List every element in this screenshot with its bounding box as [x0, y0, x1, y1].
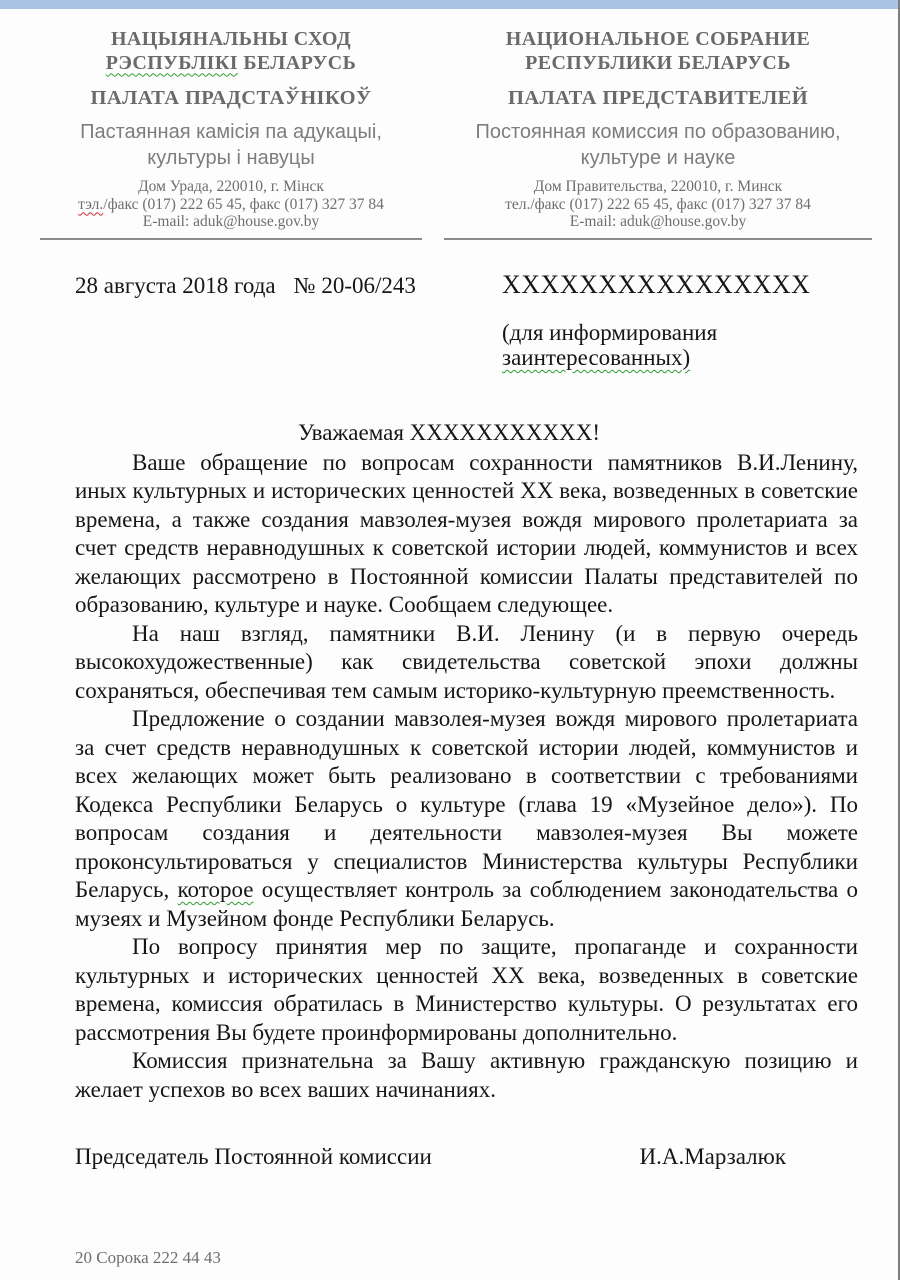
email-by: E-mail: aduk@house.gov.by [142, 213, 320, 230]
letterhead-left-belarusian [40, 28, 438, 240]
recipient-block [502, 270, 858, 371]
paragraph-3 [75, 705, 858, 933]
paragraph-3-before: Предложение о создании мавзолея-музея вождя мирового пролетариата за счет средств неравнодушных к советской истории людей, коммунистов и всех желающих может быть реализовано в соответствии с требованиями Кодекса Республики Беларусь о культуре (глава 19 «Музейное дело»). По вопросам создания и деятельности мавзолея-музея Вы можете проконсультироваться у специалистов Министерства культуры Республики Беларусь, [75, 706, 858, 902]
chamber-name-by: ПАЛАТА ПРАДСТАЎНІКОЎ [90, 87, 372, 109]
reference-row [0, 270, 898, 371]
letterhead-right-russian [438, 28, 872, 240]
paragraph-3-after: осуществляет контроль за соблюдением законодательства о музеях и Музейном фонде Республики Беларусь. [75, 877, 858, 931]
signature-row [0, 1144, 898, 1170]
address-by: Дом Урада, 220010, г. Мінск [138, 178, 324, 195]
assembly-line2-flagged-word: РЭСПУБЛІКІ [105, 51, 238, 74]
executor-note: 20 Сорока 222 44 43 [75, 1248, 221, 1267]
commission-line1-ru: Постоянная комиссия по образованию, [475, 121, 841, 143]
address-ru: Дом Правительства, 220010, г. Минск [533, 178, 783, 195]
contact-block-ru [444, 178, 872, 231]
commission-line2-by: культуры і навуцы [147, 147, 315, 169]
recipient-note-line1: (для информирования [502, 319, 718, 345]
signature-title: Председатель Постоянной комиссии [75, 1144, 432, 1169]
recipient-note-flagged: заинтересованных) [502, 345, 691, 370]
assembly-line1-by: НАЦЫЯНАЛЬНЫ СХОД [110, 28, 352, 50]
assembly-name-ru [444, 28, 872, 75]
letter-body [0, 446, 898, 1105]
letterhead [0, 0, 898, 240]
commission-name-by [40, 119, 422, 171]
recipient-note-line2 [502, 345, 858, 371]
commission-name-ru [444, 119, 872, 171]
chamber-name-ru: ПАЛАТА ПРЕДСТАВИТЕЛЕЙ [507, 87, 809, 109]
paragraph-1: Ваше обращение по вопросам сохранности памятников В.И.Ленину, иных культурных и исторических ценностей ХХ века, возведенных в советские времена, а также создания мавзолея-музея вождя мирового пролетариата за счет средств неравнодушных к советской истории людей, коммунистов и всех желающих рассмотрено в Постоянной комиссии Палаты представителей по образованию, культуре и науке. Сообщаем следующее. [75, 449, 858, 617]
paragraph-5: Комиссия признательна за Вашу активную гражданскую позицию и желает успехов во всех ваших начинаниях. [75, 1048, 858, 1102]
document-date: 28 августа 2018 года [75, 272, 276, 298]
phone-by [40, 196, 422, 214]
phone-ru: тел./факс (017) 222 65 45, факс (017) 327 37 84 [505, 195, 811, 213]
paragraph-3-flagged-word: которое [177, 877, 254, 902]
phone-flagged-word: тэл. [78, 195, 104, 213]
recipient-name: ХХХХХХХХХХХХХХХХ [502, 269, 811, 299]
signature-name: И.А.Марзалюк [639, 1144, 786, 1169]
paragraph-4: По вопросу принятия мер по защите, пропаганде и сохранности культурных и исторических ценностей ХХ века, возведенных в советские времена, комиссия обратилась в Министерство культуры. О результатах его рассмотрения Вы будете проинформированы дополнительно. [75, 934, 858, 1045]
assembly-line1-ru: НАЦИОНАЛЬНОЕ СОБРАНИЕ [505, 28, 811, 50]
document-number: № 20-06/243 [293, 272, 416, 298]
contact-block-by [40, 178, 422, 231]
assembly-line2-rest: БЕЛАРУСЬ [237, 51, 357, 74]
assembly-name-by [40, 28, 422, 75]
email-ru: E-mail: aduk@house.gov.by [569, 213, 747, 230]
phone-rest: /факс (017) 222 65 45, факс (017) 327 37 84 [103, 195, 384, 213]
salutation: Уважаемая ХХХХХХХХХХХ! [297, 419, 601, 445]
letterhead-divider-right [444, 238, 872, 240]
date-and-number [75, 270, 416, 371]
commission-line1-by: Пастаянная камісія па адукацыі, [80, 121, 382, 143]
commission-line2-ru: культуре и науке [580, 147, 736, 169]
assembly-line2-ru: РЕСПУБЛИКИ БЕЛАРУСЬ [525, 51, 791, 74]
paragraph-2: На наш взгляд, памятники В.И. Ленину (и в первую очередь высокохудожественные) как свидетельства советской эпохи должны сохраняться, обеспечивая тем самым историко-культурную преемственность. [75, 620, 858, 703]
top-accent-bar [0, 0, 898, 9]
letterhead-divider-left [40, 238, 422, 240]
